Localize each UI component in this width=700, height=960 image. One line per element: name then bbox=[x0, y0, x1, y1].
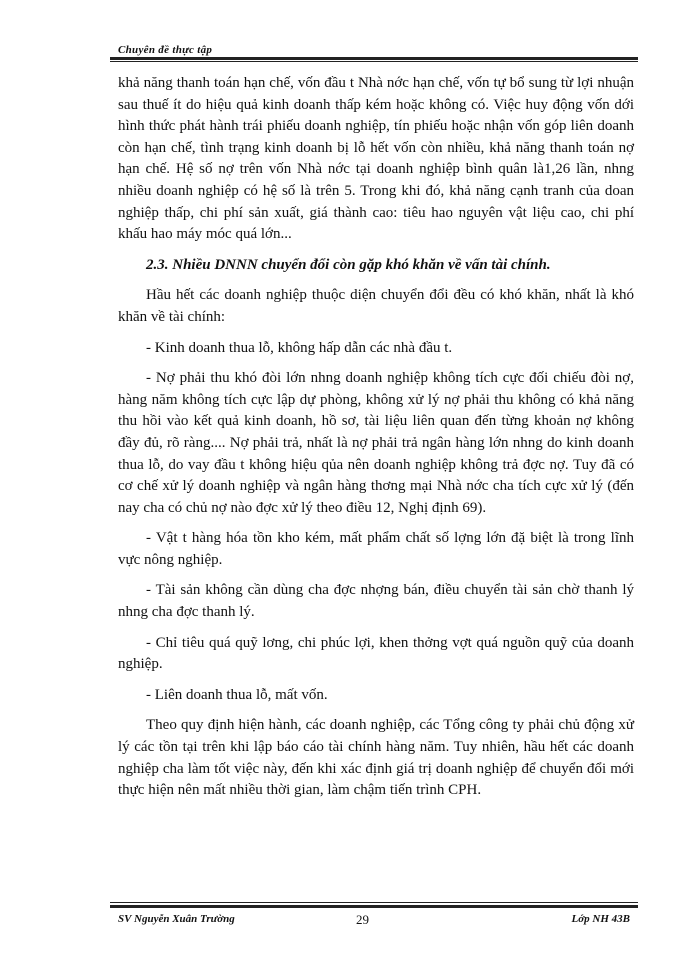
list-item-loss: - Kinh doanh thua lỗ, không hấp dẫn các nhà đầu t. bbox=[146, 339, 453, 356]
paragraph-continued: khả năng thanh toán hạn chế, vốn đầu t Nhà nớc hạn chế, vốn tự bổ sung từ lợi nhuận sau thuế ít do hiệu quả kinh doanh thấp kém hoặc không có. Việc huy động vốn dới hình thức phát hành trái phiếu doanh nghiệp, tín phiếu hoặc nhận vốn góp liên doanh còn hạn chế, tình trạng kinh doanh bị lỗ hết vốn còn nhiều, khả năng thanh toán nợ hạn chế. Hệ số nợ trên vốn Nhà nớc tại doanh nghiệp bình quân là1,26 lần, nhng nhiều doanh nghiệp có hệ số là trên 5. Trong khi đó, khả năng cạnh tranh của doan nghiệp thấp, chi phí sản xuất, giá thành cao: tiêu hao nguyên vật liệu cao, chi phí khấu hao máy móc quá lớn... bbox=[118, 75, 634, 243]
header-title: Chuyên đề thực tập bbox=[118, 44, 213, 56]
list-item-inventory: - Vật t hàng hóa tồn kho kém, mất phẩm chất số lợng lớn đặ biệt là trong lĩnh vực nông nghiệp. bbox=[118, 530, 634, 568]
footer-class: Lớp NH 43B bbox=[571, 913, 630, 925]
list-item-joint-venture: - Liên doanh thua lỗ, mất vốn. bbox=[146, 686, 328, 703]
paragraph-intro: Hầu hết các doanh nghiệp thuộc diện chuyển đổi đều có khó khăn, nhất là khó khăn về tài chính: bbox=[118, 287, 634, 325]
paragraph-conclusion: Theo quy định hiện hành, các doanh nghiệp, các Tổng công ty phải chủ động xử lý các tồn tại trên khi lập báo cáo tài chính hàng năm. Tuy nhiên, hầu hết các doanh nghiệp cha làm tốt việc này, đến khi xác định giá trị doanh nghiệp để chuyển đổi mới thực hiện nên mất nhiều thời gian, làm chậm tiến trình CPH. bbox=[118, 717, 634, 799]
section-heading: 2.3. Nhiều DNNN chuyển đổi còn gặp khó khăn về vấn tài chính. bbox=[146, 256, 551, 273]
list-item-unused-assets: - Tài sản không cần dùng cha đợc nhợng bán, điều chuyển tài sản chờ thanh lý nhng cha đợc thanh lý. bbox=[118, 582, 634, 621]
header-rule-thick bbox=[110, 57, 638, 60]
footer-author: SV Nguyễn Xuân Trường bbox=[118, 913, 235, 925]
list-item-overspending: - Chỉ tiêu quá quỹ lơng, chi phúc lợi, khen thởng vợt quá nguồn quỹ của doanh nghiệp. bbox=[118, 634, 634, 673]
footer-rule-thin bbox=[110, 902, 638, 903]
list-item-debts: - Nợ phải thu khó đòi lớn nhng doanh nghiệp không tích cực đối chiếu đòi nợ, hàng năm không tích cực lập dự phòng, không xử lý nợ phải thu không có khả năng thu hồi vào kết quả kinh doanh, hồ sơ, tài liệu liên quan đến từng khoản nợ không đầy đủ, rõ ràng.... Nợ phải trả, nhất là nợ phải trả ngân hàng lớn nhng do kinh doanh thua lỗ, do vay đầu t không hiệu qủa nên doanh nghiệp không trả đợc nợ. Tuy đã có cơ chế xử lý doanh nghiệp và ngân hàng thơng mại Nhà nớc cha tích cực xử lý (đến nay cha có chủ nợ nào đợc xử lý theo điều 12, Nghị định 69). bbox=[118, 370, 634, 516]
page-header bbox=[118, 40, 638, 58]
header-rule-thin bbox=[110, 61, 638, 62]
page-number: 29 bbox=[356, 912, 369, 927]
footer-rule-thick bbox=[110, 905, 638, 908]
document-body bbox=[118, 73, 634, 811]
